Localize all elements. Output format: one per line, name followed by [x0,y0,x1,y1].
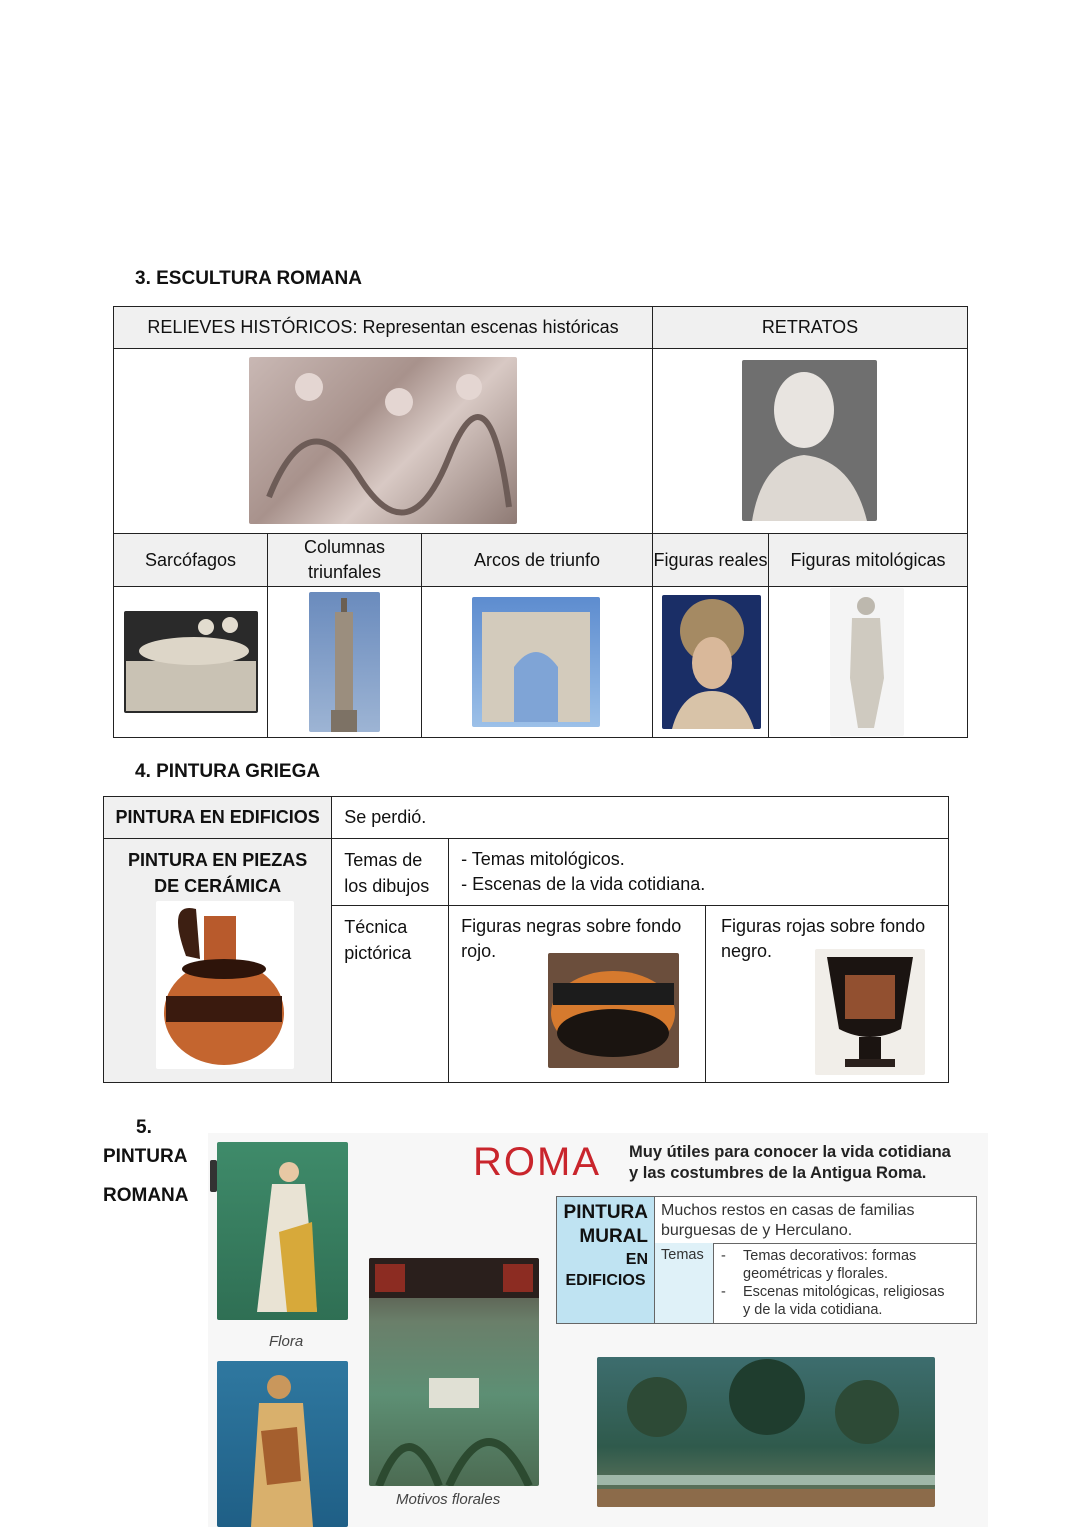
section-3-title: 3. ESCULTURA ROMANA [135,268,362,289]
sarcofago-image [124,611,258,713]
figura-real-image [662,595,761,729]
relieves-header: RELIEVES HISTÓRICOS: Representan escenas históricas [114,307,653,349]
tema-a-2: geométricas y florales. [743,1266,889,1282]
tagline-line-2: y las costumbres de la Antigua Roma. [629,1164,927,1182]
tagline-line-1: Muy útiles para conocer la vida cotidiana [629,1143,951,1161]
retratos-header: RETRATOS [653,307,968,349]
figura-fresco-image [217,1361,348,1527]
temas-dibujos-label: Temas de los dibujos [332,839,449,906]
flora-fresco-image [217,1142,348,1320]
tema-a-1: Temas decorativos: formas [743,1248,917,1264]
roma-tagline [629,1142,951,1184]
arco-triunfo-image [472,597,600,727]
temas-cell [655,1243,714,1323]
sarcofagos-label: Sarcófagos [114,534,268,587]
figuras-negras-image [548,953,679,1068]
temas-label: Temas [661,1247,704,1263]
pintura-ceramica-label: PINTURA EN PIEZAS DE CERÁMICA [127,850,308,896]
jardin-fresco-image [597,1357,935,1507]
roma-title: ROMA [473,1140,601,1184]
figuras-reales-label: Figuras reales [653,534,769,587]
restos-line-2: burguesas de y Herculano. [661,1222,853,1239]
tema-b-1: Escenas mitológicas, religiosas [743,1284,945,1300]
section-4-title: 4. PINTURA GRIEGA [135,761,321,782]
label-pintura: PINTURA [563,1202,648,1223]
figuras-rojas-text: Figuras rojas sobre fondo negro. [721,916,926,961]
label-mural: MURAL [579,1226,648,1247]
caption-flora: Flora [269,1333,304,1350]
tema-vida-cotidiana: - Escenas de la vida cotidiana. [461,874,706,894]
arcos-label: Arcos de triunfo [422,534,653,587]
figuras-mitologicas-label: Figuras mitológicas [769,534,968,587]
restos-line-1: Muchos restos en casas de familias [661,1202,915,1219]
restos-text [661,1201,914,1241]
tema-b-2: y de la vida cotidiana. [743,1302,883,1318]
figura-mitologica-image [830,588,904,736]
caption-motivos-florales: Motivos florales [396,1491,501,1508]
temas-dibujos-value [449,839,949,906]
columna-triunfal-image [309,592,380,732]
pintura-mural-label-cell [557,1197,655,1323]
label-en: EN [625,1251,648,1268]
figuras-rojas-image [815,949,925,1075]
label-edificios: EDIFICIOS [565,1272,646,1289]
figuras-negras-text: Figuras negras sobre fondo rojo. [461,916,682,961]
relieve-historico-image [249,357,517,524]
flora-image-edge [210,1160,217,1192]
retrato-busto-image [742,360,877,521]
section-5-number: 5. [136,1117,152,1138]
section-5-title-2: ROMANA [103,1185,189,1206]
motivos-florales-image [369,1258,539,1486]
pintura-edificios-value: Se perdió. [332,797,949,839]
temas-list: - Temas decorativos: formas geométricas y florales. - Escenas mitológicas, religiosas y de la vida cotidiana. [721,1248,945,1318]
tecnica-pictorica-label: Técnica pictórica [332,906,449,1083]
section-5-title-1: PINTURA [103,1146,188,1167]
pintura-edificios-label: PINTURA EN EDIFICIOS [104,797,332,839]
columnas-label: Columnas triunfales [268,534,422,587]
pintura-mural-box [556,1196,977,1324]
vasija-ceramica-image [156,901,294,1069]
tema-mitologico: - Temas mitológicos. [461,849,625,869]
